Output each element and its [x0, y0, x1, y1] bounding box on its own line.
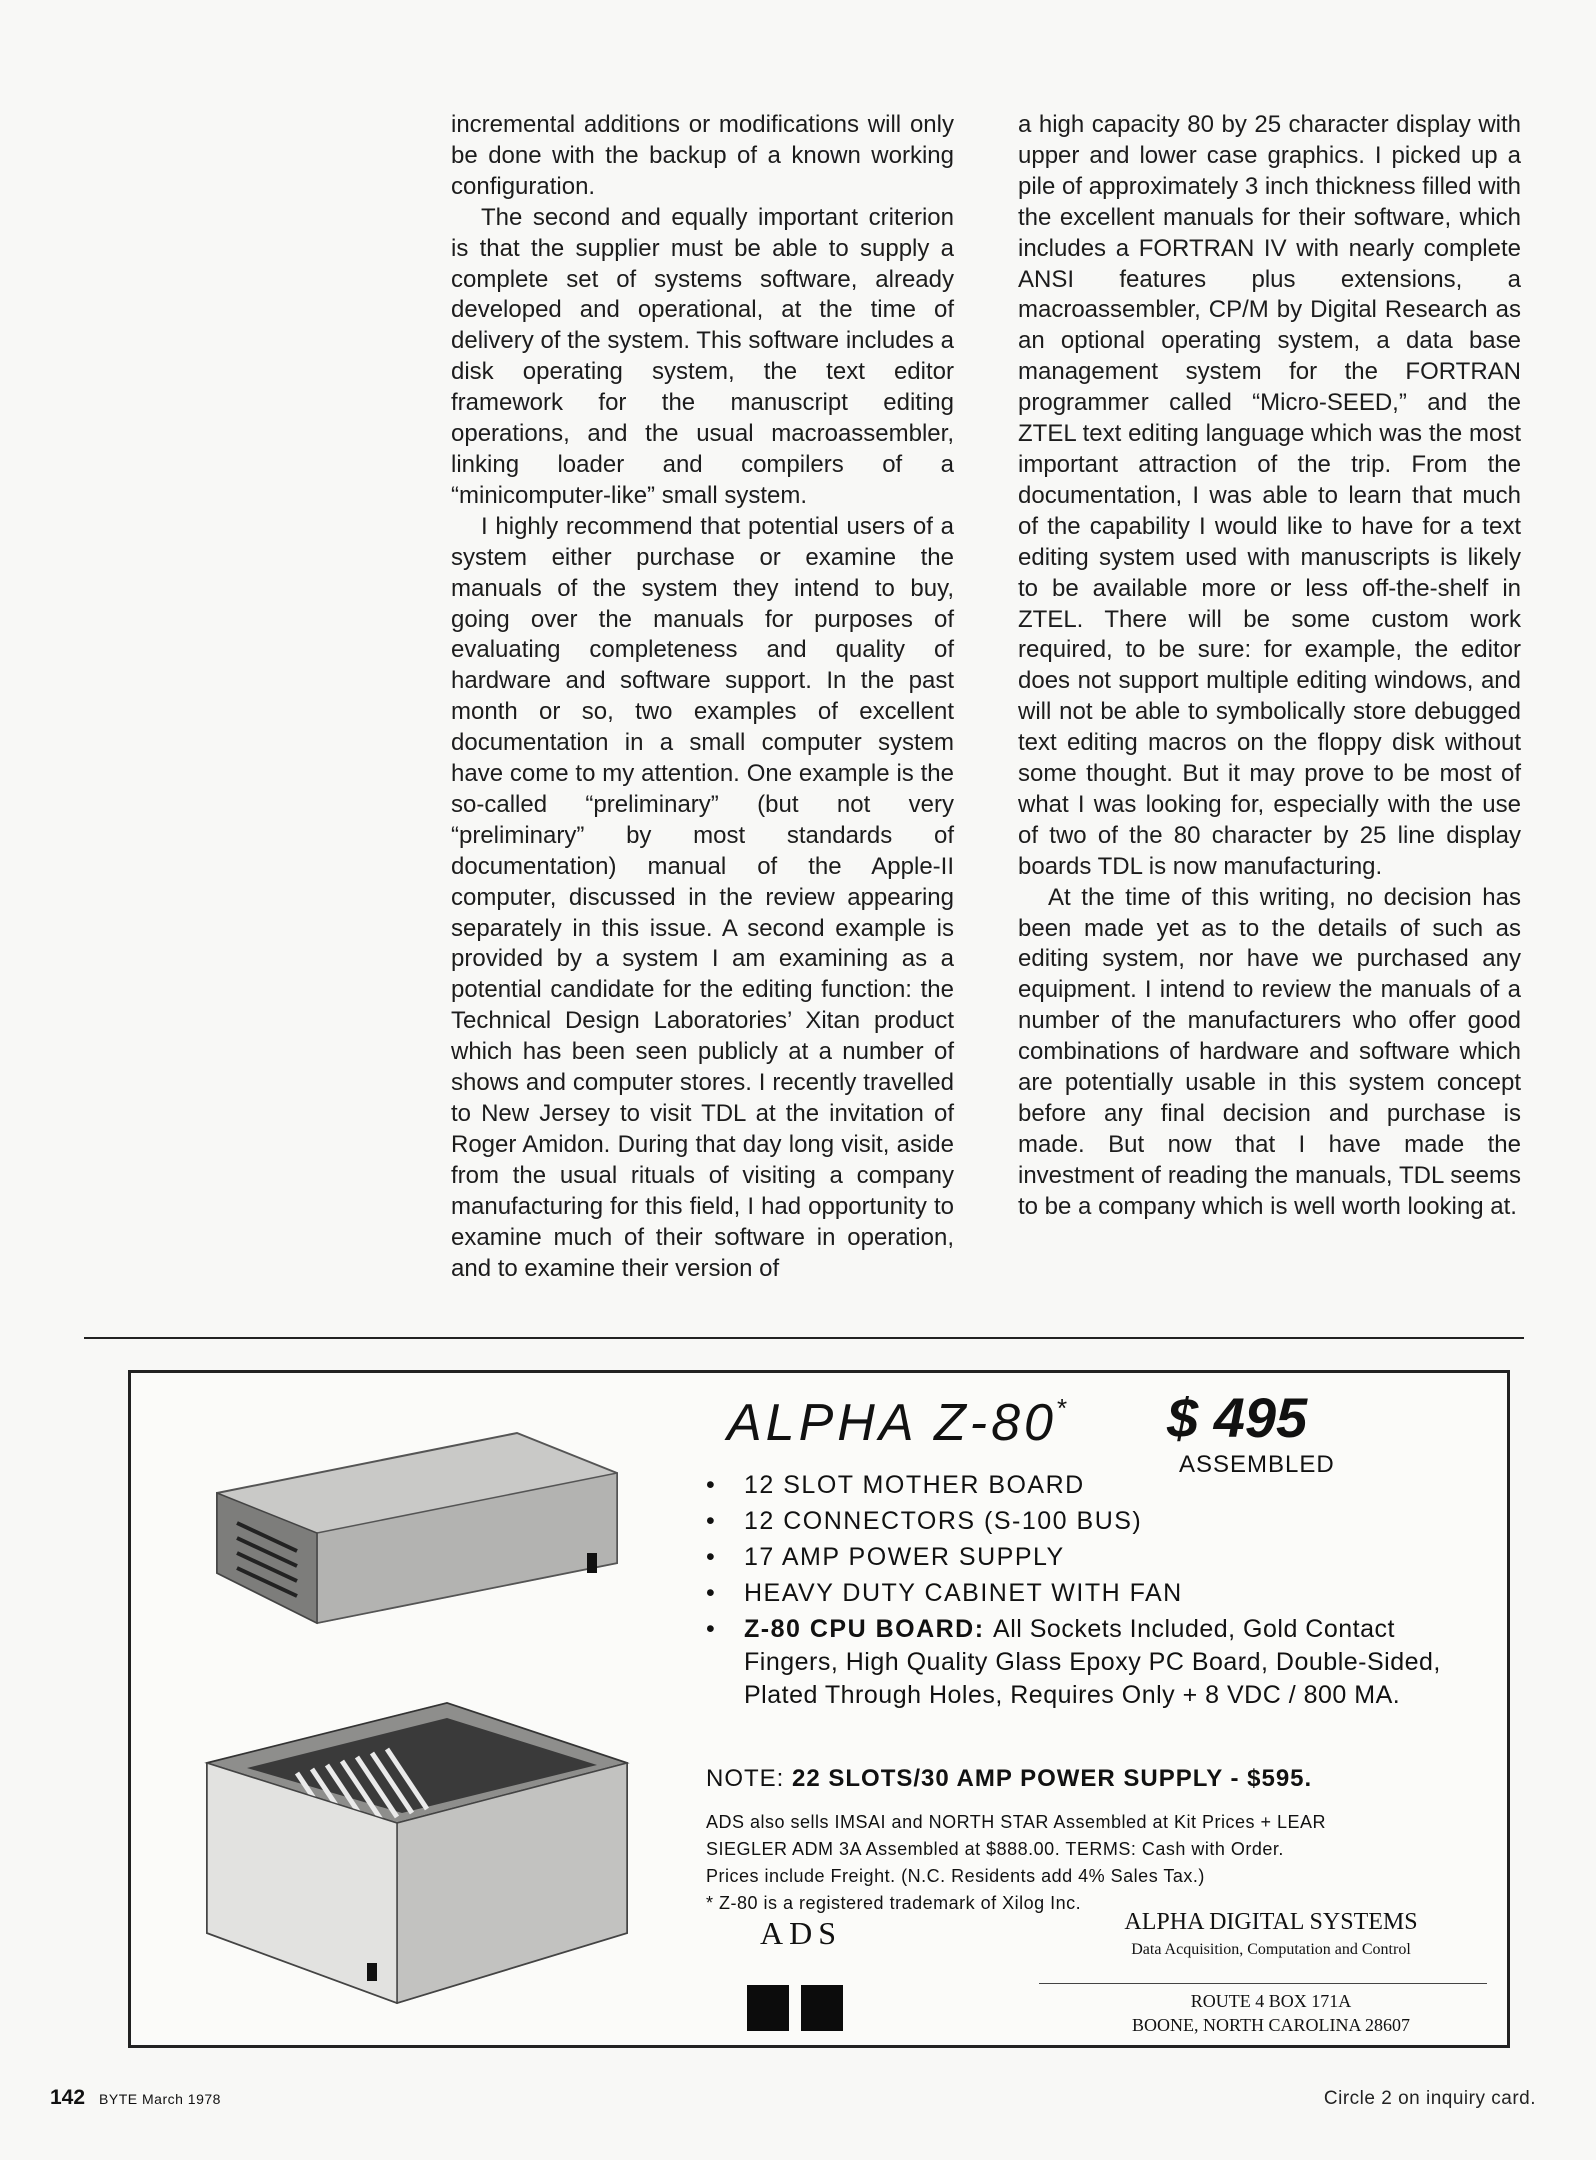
company-address-line2: BOONE, NORTH CAROLINA 28607	[1132, 2015, 1410, 2035]
feature-item: • HEAVY DUTY CABINET WITH FAN	[706, 1579, 1183, 1607]
feature-item-cpu: • Z-80 CPU BOARD: All Sockets Included, Gold Contact Fingers, High Quality Glass Epoxy PC Board, Double-Sided, Plated Through Holes, Requires Only + 8 VDC / 800 MA.	[706, 1615, 1441, 1709]
company-logo-text: ADS	[760, 1915, 843, 1951]
advertisement	[128, 1370, 1510, 2048]
logo-block	[801, 1985, 843, 2031]
inquiry-note: Circle 2 on inquiry card.	[1323, 2088, 1536, 2109]
company-tagline: Data Acquisition, Computation and Control	[1131, 1941, 1411, 1958]
article-paragraph: incremental additions or modifications will only be done with the backup of a known working configuration.	[451, 111, 954, 200]
feature-item: • 12 CONNECTORS (S-100 BUS)	[706, 1507, 1143, 1535]
magazine-issue: BYTE March 1978	[99, 2091, 221, 2107]
ad-divider	[1039, 1983, 1487, 1984]
section-divider	[84, 1337, 1524, 1339]
article-paragraph: At the time of this writing, no decision has been made yet as to the details of such as editing system, nor have we purchased any equipment. I intend to review the manuals of a number of the manufacturers who offer good combinations of hardware and software which are potentially usable in this system concept before any final decision and purchase is made. But now that I have made the investment of reading the manuals, TDL seems to be a company which is well worth looking at.	[1018, 883, 1521, 1220]
computer-cabinet-photo	[187, 1413, 707, 2023]
article-column-left	[451, 110, 954, 1284]
page-number: 142	[50, 2086, 86, 2109]
ad-note: NOTE: 22 SLOTS/30 AMP POWER SUPPLY - $595.	[706, 1765, 1313, 1792]
ad-price: $ 495	[1167, 1386, 1308, 1449]
company-address-line1: ROUTE 4 BOX 171A	[1190, 1991, 1352, 2011]
feature-list	[706, 1469, 1466, 1716]
ad-title: ALPHA Z-80*	[727, 1393, 1072, 1452]
feature-item: • 17 AMP POWER SUPPLY	[706, 1543, 1065, 1571]
article-paragraph: a high capacity 80 by 25 character display with upper and lower case graphics. I picked up a pile of approximately 3 inch thickness filled with the excellent manuals for their software, which includes a FORTRAN IV with nearly complete ANSI features plus extensions, a macroassembler, CP/M by Digital Research as an optional operating system, a data base management system for the FORTRAN programmer called “Micro-SEED,” and the ZTEL text editing language which was the most important attraction of the trip. From the documentation, I was able to learn that much of the capability I would like to have for a text editing system used with manuscripts is likely to be available more or less off-the-shelf in ZTEL. There will be some custom work required, to be sure: for example, the editor does not support multiple editing windows, and will not be able to symbolically store debugged text editing macros on the floppy disk without some thought. But it may prove to be most of what I was looking for, especially with the use of two of the 80 character by 25 line display boards TDL is now manufacturing.	[1018, 111, 1521, 880]
feature-item: • 12 SLOT MOTHER BOARD	[706, 1471, 1085, 1499]
article-paragraph: The second and equally important criterion is that the supplier must be able to supply a complete set of systems software, already developed and operational, at the time of delivery of the system. This software includes a disk operating system, the text editor framework for the manuscript editing operations, and the usual macroassembler, linking loader and compilers of a “minicomputer-like” small system.	[451, 203, 954, 509]
ad-price-note: ASSEMBLED	[1179, 1451, 1335, 1478]
article-column-right	[1018, 110, 1521, 1223]
page-footer-left	[50, 2086, 221, 2110]
ad-fine-print: ADS also sells IMSAI and NORTH STAR Assembled at Kit Prices + LEAR SIEGLER ADM 3A Assembled at $888.00. TERMS: Cash with Order. Prices include Freight. (N.C. Residents add 4% Sales Tax.) * Z-80 is a registered trademark of Xilog Inc.	[706, 1812, 1327, 1913]
article-paragraph: I highly recommend that potential users of a system either purchase or examine the manuals of the system they intend to buy, going over the manuals for purposes of evaluating completeness and quality of hardware and software support. In the past month or so, two examples of excellent documentation in a small computer system have come to my attention. One example is the so-called “preliminary” (but not very “preliminary” by most standards of documentation) manual of the Apple-II computer, discussed in the review appearing separately in this issue. A second example is provided by a system I am examining as a potential candidate for the editing function: the Technical Design Laboratories’ Xitan product which has been seen publicly at a number of shows and computer stores. I recently travelled to New Jersey to visit TDL at the invitation of Roger Amidon. During that day long visit, aside from the usual rituals of visiting a company manufacturing for this field, I had opportunity to examine much of their software in operation, and to examine their version of	[451, 512, 954, 1282]
logo-block	[747, 1985, 789, 2031]
company-name: ALPHA DIGITAL SYSTEMS	[1124, 1909, 1418, 1935]
